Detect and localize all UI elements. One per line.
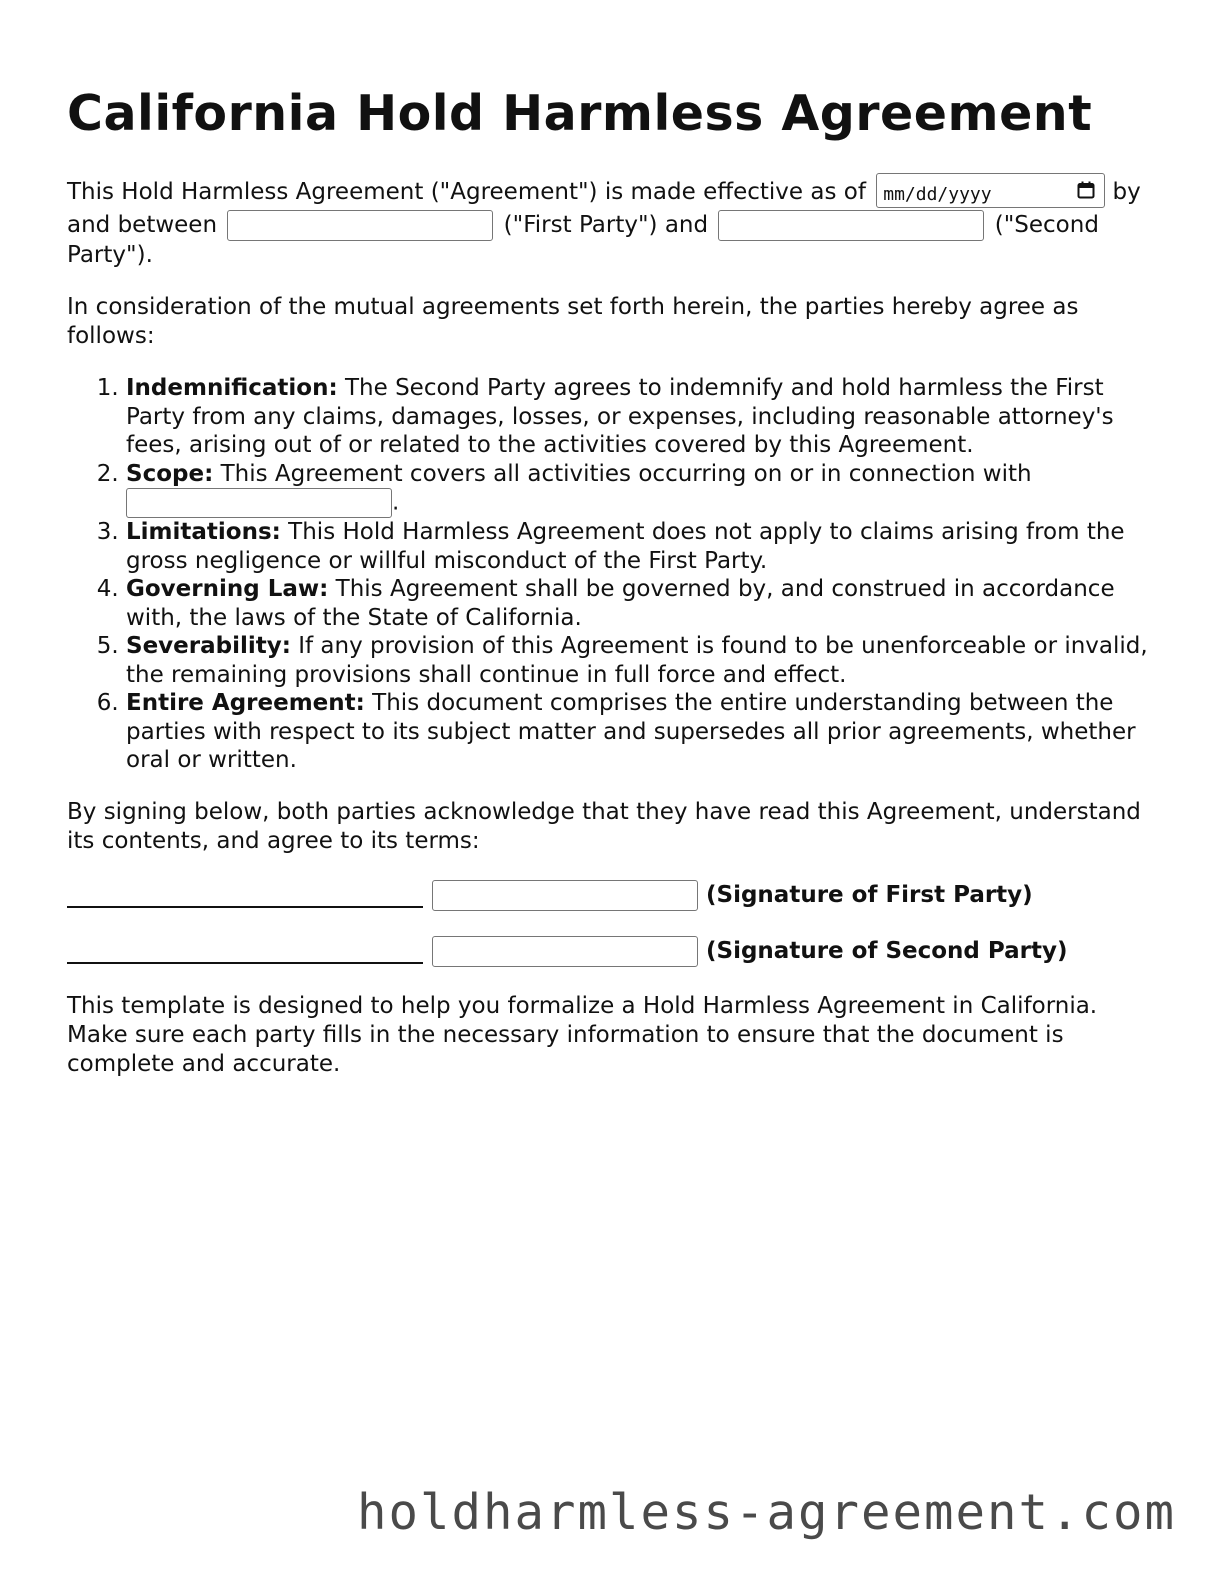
term-heading: Limitations: <box>126 519 281 545</box>
page-title: California Hold Harmless Agreement <box>67 85 1093 142</box>
signature-line <box>67 882 423 908</box>
date-placeholder: mm/dd/yyyy <box>883 184 992 205</box>
term-text: If any provision of this Agreement is found to be unenforceable or invalid, the remaining provisions shall continue in full force and effect. <box>126 633 1148 688</box>
term-severability <box>126 632 1157 689</box>
first-party-signature-input[interactable] <box>432 880 698 911</box>
term-heading: Severability: <box>126 633 291 659</box>
acknowledgement-paragraph: By signing below, both parties acknowledge that they have read this Agreement, understand its contents, and agree to its terms: <box>67 798 1141 854</box>
first-party-signature-row <box>67 880 1157 911</box>
calendar-icon[interactable] <box>1077 181 1095 199</box>
term-heading: Scope: <box>126 460 214 487</box>
first-party-signature-label: (Signature of First Party) <box>706 882 1033 908</box>
intro-text-2: by and between <box>67 179 1141 238</box>
term-heading: Governing Law: <box>126 576 329 602</box>
effective-date-input[interactable] <box>876 173 1105 208</box>
first-party-input[interactable] <box>227 210 493 241</box>
intro-text-3: ("First Party") and <box>503 212 709 238</box>
second-party-signature-label: (Signature of Second Party) <box>706 938 1068 964</box>
term-entire-agreement <box>126 689 1157 775</box>
term-heading: Entire Agreement: <box>126 690 365 716</box>
term-scope <box>126 460 1157 519</box>
term-text: This Agreement covers all activities occurring on or in connection with <box>220 460 1032 487</box>
term-suffix: . <box>392 489 400 516</box>
scope-activity-input[interactable] <box>126 488 392 518</box>
term-text: The Second Party agrees to indemnify and hold harmless the First Party from any claims, damages, losses, or expenses, including reasonable attorney's fees, arising out of or related to the activities covered by this Agreement. <box>126 375 1114 458</box>
signature-line <box>67 938 423 964</box>
agreement-page <box>67 0 1157 1079</box>
intro-text-4: ("Second Party"). <box>67 212 1099 268</box>
term-text: This Hold Harmless Agreement does not apply to claims arising from the gross negligence or willful misconduct of the First Party. <box>126 519 1125 574</box>
second-party-signature-input[interactable] <box>432 936 698 967</box>
watermark: holdharmless-agreement.com <box>356 1484 1176 1541</box>
terms-list <box>67 374 1157 775</box>
term-governing-law <box>126 575 1157 632</box>
consideration-paragraph: In consideration of the mutual agreements set forth herein, the parties hereby agree as follows: <box>67 294 1079 349</box>
term-text: This Agreement shall be governed by, and construed in accordance with, the laws of the State of California. <box>126 576 1115 631</box>
term-text: This document comprises the entire understanding between the parties with respect to its subject matter and supersedes all prior agreements, whether oral or written. <box>126 690 1136 773</box>
second-party-signature-row <box>67 936 1157 967</box>
term-heading: Indemnification: <box>126 375 338 401</box>
footer-note: This template is designed to help you formalize a Hold Harmless Agreement in California. Make sure each party fills in the necessary information to ensure that the document is complete and accurate. <box>67 992 1098 1077</box>
intro-text-1: This Hold Harmless Agreement ("Agreement") is made effective as of <box>67 179 866 205</box>
term-indemnification <box>126 374 1157 460</box>
intro-paragraph <box>67 175 1157 270</box>
term-limitations <box>126 518 1157 575</box>
second-party-input[interactable] <box>718 210 984 241</box>
